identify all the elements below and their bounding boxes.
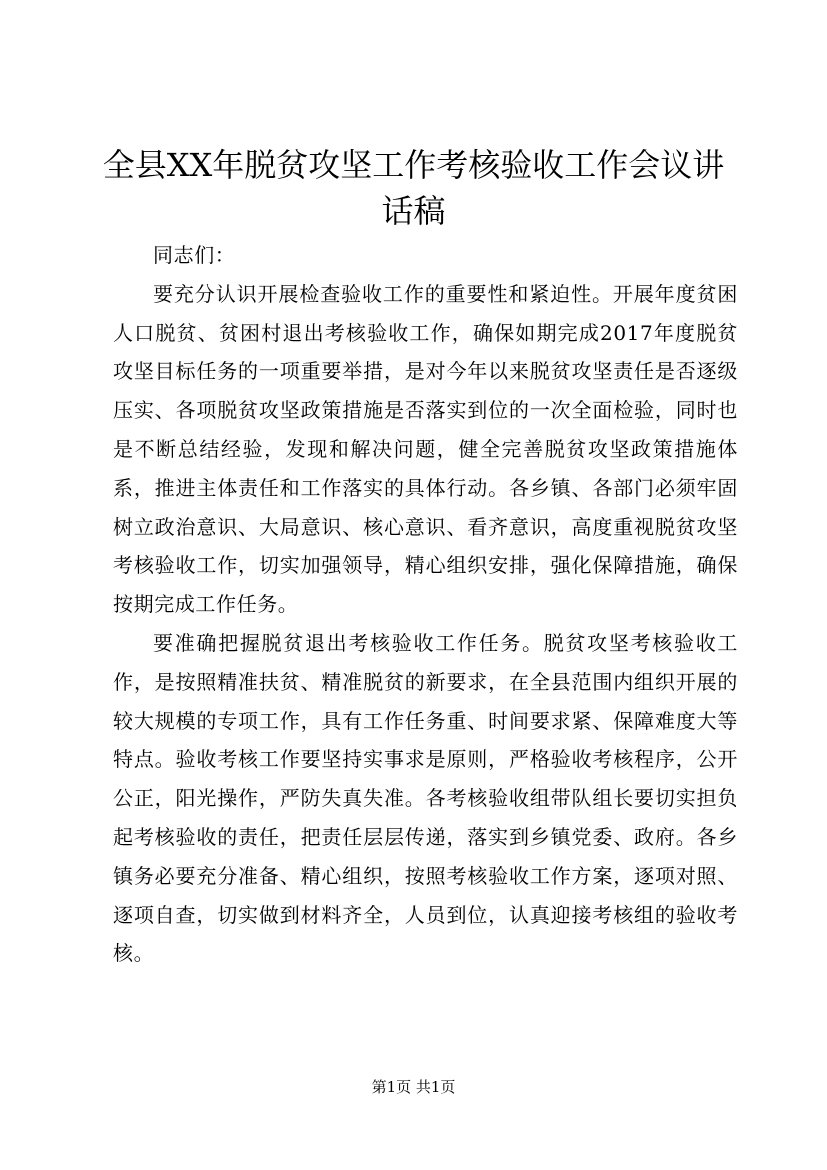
salutation: 同志们： — [153, 243, 236, 267]
page-footer: 第1页 共1页 — [371, 1078, 456, 1096]
paragraph-2: 要准确把握脱贫退出考核验收工作任务。脱贫攻坚考核验收工作，是按照精准扶贫、精准脱贫的新要求，在全县范围内组织开展的较大规模的专项工作，具有工作任务重、时间要求紧、保障难度大等特点。验收考核工作要坚持实事求是原则，严格验收考核程序，公开公正，阳光操作，严防失真失准。各考核验收组带队组长要切实担负起考核验收的责任，把责任层层传递，落实到乡镇党委、政府。各乡镇务必要充分准备、精心组织，按照考核验收工作方案，逐项对照、逐项自查，切实做到材料齐全，人员到位，认真迎接考核组的验收考核。 — [113, 630, 738, 966]
paragraph-1: 要充分认识开展检查验收工作的重要性和紧迫性。开展年度贫困人口脱贫、贫困村退出考核验收工作，确保如期完成2017年度脱贫攻坚目标任务的一项重要举措，是对今年以来脱贫攻坚责任是否逐级压实、各项脱贫攻坚政策措施是否落实到位的一次全面检验，同时也是不断总结经验，发现和解决问题，健全完善脱贫攻坚政策措施体系，推进主体责任和工作落实的具体行动。各乡镇、各部门必须牢固树立政治意识、大局意识、核心意识、看齐意识，高度重视脱贫攻坚考核验收工作，切实加强领导，精心组织安排，强化保障措施，确保按期完成工作任务。 — [113, 281, 738, 617]
document-body — [113, 236, 738, 973]
document-title: 全县XX年脱贫攻坚工作考核验收工作会议讲话稿 — [102, 146, 725, 230]
